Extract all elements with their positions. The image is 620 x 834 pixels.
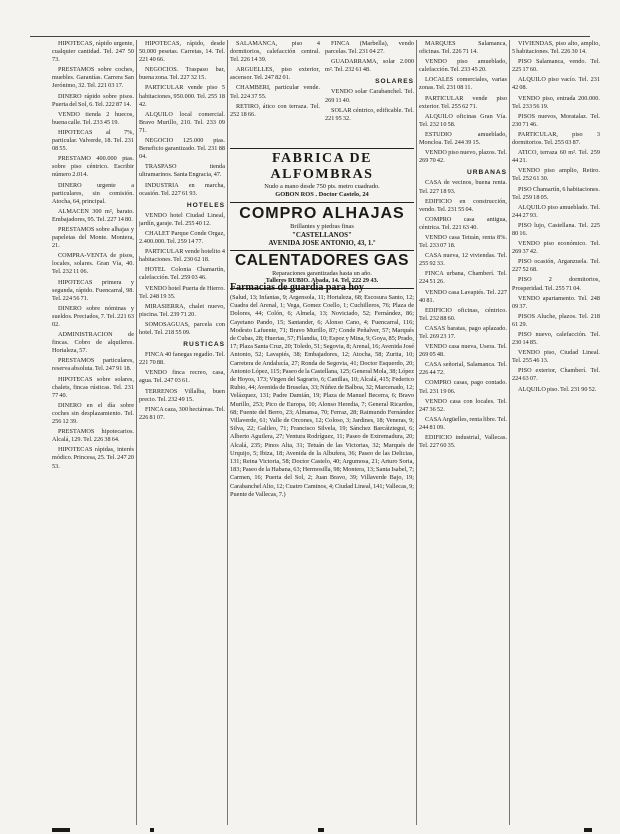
classified-ad: TRASPASO tienda ultramarinos. Santa Engracia, 47.	[139, 163, 225, 179]
classified-ad: INDUSTRIA en marcha, ocasión. Tel. 227 61 93.	[139, 181, 225, 197]
ad-alhajas	[230, 203, 414, 251]
classified-ad: DINERO urgente a particulares, sin comisión. Atocha, 64, principal.	[52, 181, 134, 205]
classified-ad: ALMACEN 300 m², barato. Embajadores, 95. Tel. 227 14 80.	[52, 207, 134, 223]
classified-ad: CASA nueva, 12 viviendas. Tel. 255 92 33.	[419, 252, 507, 268]
column-5	[419, 40, 507, 820]
classified-ad: ALQUILO local comercial. Bravo Murillo, 210. Tel. 233 09 71.	[139, 110, 225, 134]
classified-ad: PRESTAMOS sobre alhajas y papeletas del Monte. Montera, 21.	[52, 225, 134, 250]
classified-ad: ARGUELLES, piso exterior, ascensor. Tel. 247 82 01.	[230, 66, 320, 82]
classified-ad: VENDO piso amplio, Retiro. Tel. 252 61 30.	[512, 167, 600, 183]
classified-ad: VENDO tienda 2 huecos, buena calle. Tel. 233 45 19.	[52, 110, 134, 126]
classified-ad: VENDO casa Tetuán, renta 8%. Tel. 233 07 18.	[419, 233, 507, 250]
register-mark	[584, 828, 592, 832]
classified-ad: PARTICULAR vende hotelito 4 habitaciones. Tel. 230 62 18.	[139, 248, 225, 264]
display-ads	[230, 148, 414, 289]
classified-ad: SALAMANCA, piso 4 dormitorios, calefacción central. Tel. 226 14 39.	[230, 40, 320, 64]
classified-ad: PISOS Aluche, plazos. Tel. 218 61 29.	[512, 312, 600, 328]
register-mark	[52, 828, 70, 832]
classified-ad: FINCA caza, 300 hectáreas. Tel. 226 81 07.	[139, 405, 225, 421]
classified-ad: VENDO hotel Puerta de Hierro. Tel. 248 19 35.	[139, 284, 225, 300]
top-rule	[30, 36, 590, 37]
classified-ad: ALQUILO piso. Tel. 231 90 52.	[518, 385, 597, 393]
section-heading: RUSTICAS	[183, 341, 225, 349]
register-mark	[150, 828, 154, 832]
ad-gas-contact: Talleres RUBIO. Abada, 14. Tel. 222 29 43.	[265, 277, 379, 285]
classified-ad: VENDO piso, Ciudad Lineal. Tel. 255 46 13.	[512, 349, 600, 365]
classified-ad: VENDO finca recreo, casa, agua. Tel. 247 03 61.	[139, 369, 225, 385]
ad-alhajas-name: "CASTELLANOS"	[292, 230, 352, 239]
ad-alfombras-contact: GOBON ROS . Doctor Castelo, 24	[275, 191, 369, 198]
classified-ad: PISO Salamanca, vendo. Tel. 225 17 60.	[512, 58, 600, 74]
classified-ad: PARTICULAR vende piso exterior. Tel. 255 62 71.	[419, 94, 507, 110]
classified-ad: CASA Argüelles, renta libre. Tel. 244 81 09.	[419, 415, 507, 431]
classified-ad: HIPOTECAS al 7%, particular. Valverde, 18. Tel. 231 08 55.	[52, 128, 134, 153]
pharmacies-title: Farmacias de guardia para hoy	[230, 282, 364, 293]
classified-ad: GUADARRAMA, solar 2.000 m². Tel. 232 61 48.	[325, 58, 414, 74]
classified-ad: COMPRO casa antigua, céntrica. Tel. 221 63 40.	[419, 215, 507, 231]
column-3-top	[230, 40, 320, 144]
classified-ad: VENDO piso amueblado, calefacción. Tel. 233 45 20.	[419, 58, 507, 74]
classified-ad: TERRENOS Villalba, buen precio. Tel. 232 49 15.	[139, 387, 225, 403]
classified-ad: FINCA (Marbella), vendo parcelas. Tel. 231 04 27.	[325, 40, 414, 56]
ad-alhajas-line: Brillantes y piedras finas	[290, 223, 354, 230]
bottom-strip	[0, 824, 620, 834]
classified-ad: PRESTAMOS hipotecarios. Alcalá, 129. Tel. 226 38 64.	[52, 428, 134, 444]
classified-ad: VENDO apartamento. Tel. 248 09 37.	[512, 294, 600, 310]
classified-ad: COMPRO casas, pago contado. Tel. 231 19 06.	[419, 379, 507, 395]
classified-ad: LOCALES comerciales, varias zonas. Tel. 231 08 11.	[419, 76, 507, 92]
classified-ad: NEGOCIOS. Traspaso bar, buena zona. Tel. 227 32 15.	[139, 66, 225, 82]
classified-ad: CASA señorial, Salamanca. Tel. 226 44 72.	[419, 361, 507, 377]
section-heading: URBANAS	[467, 169, 507, 177]
ad-alfombras-title: FABRICA DE ALFOMBRAS	[270, 151, 374, 182]
ad-gas-line: Reparaciones garantizadas hasta un año.	[272, 269, 372, 277]
classified-ad: CHAMBERI, particular vende. Tel. 224 37 55.	[230, 84, 320, 100]
classified-ad: FINCA 40 fanegas regadío. Tel. 221 70 88.	[139, 351, 225, 367]
classified-ad: VIVIENDAS, piso alto, amplio, 5 habitaciones. Tel. 226 30 14.	[512, 40, 600, 56]
column-divider	[416, 40, 417, 825]
classified-ad: FINCA urbana, Chamberí. Tel. 224 51 26.	[419, 270, 507, 286]
classified-ad: ALQUILO piso vacío. Tel. 231 42 08.	[512, 76, 600, 92]
classified-ad: HIPOTECAS, rápido urgente, cualquier cantidad. Tel. 247 50 73.	[52, 40, 134, 64]
classified-ad: SOMOSAGUAS, parcela con hotel. Tel. 218 55 09.	[139, 320, 225, 336]
pharmacies-box	[230, 282, 414, 822]
classified-ad: PRESTAMOS particulares, reserva absoluta. Tel. 247 91 18.	[52, 357, 134, 373]
classified-ad: CHALET Parque Conde Orgaz, 2.400.000. Tel. 259 14 77.	[139, 229, 225, 246]
column-4-top	[325, 40, 414, 144]
classified-ad: VENDO hotel Ciudad Lineal, jardín, garaje. Tel. 255 40 12.	[139, 211, 225, 227]
classified-ad: PARTICULAR, piso 3 dormitorios. Tel. 255 03 87.	[512, 130, 600, 147]
classified-ad: HIPOTECAS rápidas, interés módico. Princesa, 25. Tel. 247 20 53.	[52, 446, 134, 470]
classified-ad: MIRASIERRA, chalet nuevo, piscina. Tel. 239 71 20.	[139, 302, 225, 318]
classified-ad: EDIFICIO en construcción, vendo. Tel. 231 55 04.	[419, 197, 507, 213]
register-mark	[318, 828, 324, 832]
column-1	[52, 40, 134, 820]
classified-ad: PRESTAMO 400.000 ptas. sobre piso céntrico. Escribir número 2.014.	[52, 155, 134, 179]
classified-ad: HIPOTECAS primera y segunda, rápido. Fuencarral, 98. Tel. 224 56 71.	[52, 278, 134, 302]
classified-ad: HIPOTECAS sobre solares, chalets, fincas rústicas. Tel. 231 77 40.	[52, 375, 134, 399]
classified-ad: SOLAR céntrico, edificable. Tel. 221 95 32.	[325, 106, 414, 122]
classified-ad: VENDO solar Carabanchel. Tel. 269 11 40.	[325, 88, 414, 104]
classified-ad: DINERO en el día sobre coches sin desplazamiento. Tel. 256 12 39.	[52, 401, 134, 426]
classified-ad: DINERO rápido sobre pisos. Puerta del Sol, 6. Tel. 222 87 14.	[52, 92, 134, 108]
ad-alhajas-address: AVENIDA JOSE ANTONIO, 43, 1.º	[268, 238, 376, 247]
classified-ad: PISO 2 dormitorios, Prosperidad. Tel. 255 71 04.	[512, 276, 600, 292]
classified-ad: MARQUES Salamanca, oficinas. Tel. 226 71 14.	[419, 40, 507, 56]
classified-ad: VENDO piso económico. Tel. 269 37 42.	[512, 240, 600, 256]
classified-ad: CASAS baratas, pago aplazado. Tel. 269 23 17.	[419, 324, 507, 340]
classified-ad: HIPOTECAS, rápido, desde 50.000 pesetas. Carretas, 14. Tel. 221 40 66.	[139, 40, 225, 64]
ad-alfombras-line: Nudo a mano desde 750 pts. metro cuadrado.	[264, 183, 380, 190]
pharmacies-list: (Salud, 13; Infantas, 9; Argensola, 11; Hortaleza, 68; Escosura Santo, 12; Cuadra del Arenal, 1; Vega, Gomez Coello, 1; Cuchilleros, 76; Plaza de Dolores, 44; Colón, 6; Almela, 13; Noviciado, 52; Fernández, 86; Cayetano Pando, 15; Santander, 6; Alonso Cano, 4; Fuencarral, 116; Modesto Lafuente, 71; Bravo Murillo, 87; Conde Peñalver, 57; Marqués de Cubas, 28; Huertas, 57; Filandia, 10; Espoz y Mina, 9; Goya, 85; Prado, 17; Plaza Santa Cruz, 20; Toledo, 51; Segovia, 8; Arenal, 16; Avenida José Antonio, 52; Lavapiés, 38; Embajadores, 12; Atocha, 58; Zurita, 10; Carretera de Andalucía, 27; Ronda de Segovia, 41; Doctor Esquerdo, 20; Antonio López, 115; Paseo de la Castellana, 125; General Mola, 38; López de Hoyos, 173; Virgen del Sagrario, 6; Canillas, 10; Alcalá, 415; Federico Rubio, 44; Avenida de Bruselas, 33; Núñez de Balboa, 32; Marcenado, 12; Velázquez, 131; Padre Damián, 19; Plaza de Manuel Becerra, 6; Bravo Murillo, 253; Pico de Europa, 10; Alonso Heredia, 7; General Ricardos, 68; Fuente del Berro, 23; Almansa, 70; Ferraz, 28; Raimundo Fernández Villaverde, 61; Valle de Orcones, 12; Coloso, 3; Jardines, 18; Veneras, 9; Silva, 22; Galileo, 71; Francisco Silvela, 19; Sánchez Barcáiztegui, 6; Alberto Aguilera, 27; Ventura Rodríguez, 11; Paseo de Extremadura, 20; Alcalá, 235; Pinos Alta, 31; Tetuán de las Victorias, 32; Marqués de Urquijo, 5; Ibiza, 18; Avenida de la Albufera, 36; Paseo de las Delicias, 131; Reina Victoria, 58; Doctor Castelo, 40; Argumosa, 21; Arturo Soria, 183; Paseo de la Habana, 63; Hermosilla, 98; Montera, 13; Santa Isabel, 7; Carmen, 16; Puerta del Sol, 2; Juan Bravo, 39; Villaverde Bajo, 19; Carabanchel Alto, 12; Cuatro Caminos, 4; Ciudad Lineal, 141; Vallecas, 9; Puente de Vallecas, 7.)	[230, 294, 414, 498]
classified-ad: EDIFICIO oficinas, céntrico. Tel. 232 88 60.	[419, 306, 507, 322]
classified-ad: PISO exterior, Chamberí. Tel. 224 63 07.	[512, 367, 600, 383]
classified-ad: ATICO, terraza 60 m². Tel. 259 44 21.	[512, 149, 600, 165]
section-heading: SOLARES	[375, 78, 414, 86]
classified-ad: VENDO casa con locales. Tel. 247 36 52.	[419, 397, 507, 413]
classified-ad: VENDO piso nuevo, plazos. Tel. 269 70 42.	[419, 149, 507, 165]
classified-ad: CASA de vecinos, buena renta. Tel. 227 18 93.	[419, 179, 507, 195]
classified-ad: PISO ocasión, Arganzuela. Tel. 227 52 68.	[512, 258, 600, 274]
column-6	[512, 40, 600, 820]
column-divider	[227, 40, 228, 825]
column-2	[139, 40, 225, 820]
column-divider	[136, 40, 137, 825]
ad-gas-title: CALENTADORES GAS	[235, 251, 409, 269]
classified-ad: VENDO casa nueva, Usera. Tel. 269 05 48.	[419, 343, 507, 359]
classified-ad: VENDO casa Lavapiés. Tel. 227 40 81.	[419, 288, 507, 304]
classified-ad: PISO nuevo, calefacción. Tel. 230 14 85.	[512, 331, 600, 347]
classified-ad: PISO lujo, Castellana. Tel. 225 80 16.	[512, 221, 600, 237]
classified-ad: PISO Chamartín, 6 habitaciones. Tel. 259 18 05.	[512, 185, 600, 201]
classified-ad: ESTUDIO amueblado, Moncloa. Tel. 244 39 15.	[419, 130, 507, 147]
classified-ad: DINERO sobre nóminas y sueldos. Preciados, 7. Tel. 221 63 02.	[52, 304, 134, 328]
classified-ad: COMPRA-VENTA de pisos, locales, solares. Gran Vía, 40. Tel. 232 11 06.	[52, 252, 134, 276]
section-heading: HOTELES	[186, 201, 225, 209]
classified-ad: HOTEL Colonia Chamartín, calefacción. Tel. 259 03 46.	[139, 266, 225, 282]
classified-ad: EDIFICIO industrial, Vallecas. Tel. 227 60 35.	[419, 434, 507, 450]
ad-alfombras	[230, 148, 414, 203]
classified-ad: RETIRO, ático con terraza. Tel. 252 18 66.	[230, 102, 320, 118]
classified-ad: PISOS nuevos, Moratalaz. Tel. 230 71 46.	[512, 112, 600, 128]
ad-alhajas-title: COMPRO ALHAJAS	[239, 205, 405, 222]
column-divider	[509, 40, 510, 825]
classified-ad: VENDO piso, entrada 200.000. Tel. 233 56 19.	[512, 94, 600, 110]
classified-ad: ALQUILO piso amueblado. Tel. 244 27 93.	[512, 203, 600, 219]
classified-ad: PRESTAMOS sobre coches, muebles. Garantías. Carrera San Jerónimo, 32. Tel. 221 03 17.	[52, 66, 134, 90]
classified-ad: ADMINISTRACION de fincas. Cobro de alquileres. Hortaleza, 57.	[52, 331, 134, 355]
classified-ad: PARTICULAR vende piso 5 habitaciones, 950.000. Tel. 255 18 42.	[139, 84, 225, 108]
classified-ad: ALQUILO oficinas Gran Vía. Tel. 232 10 58.	[419, 112, 507, 128]
classified-ad: NEGOCIO 125.000 ptas. Beneficio garantizado. Tel. 231 88 04.	[139, 137, 225, 161]
